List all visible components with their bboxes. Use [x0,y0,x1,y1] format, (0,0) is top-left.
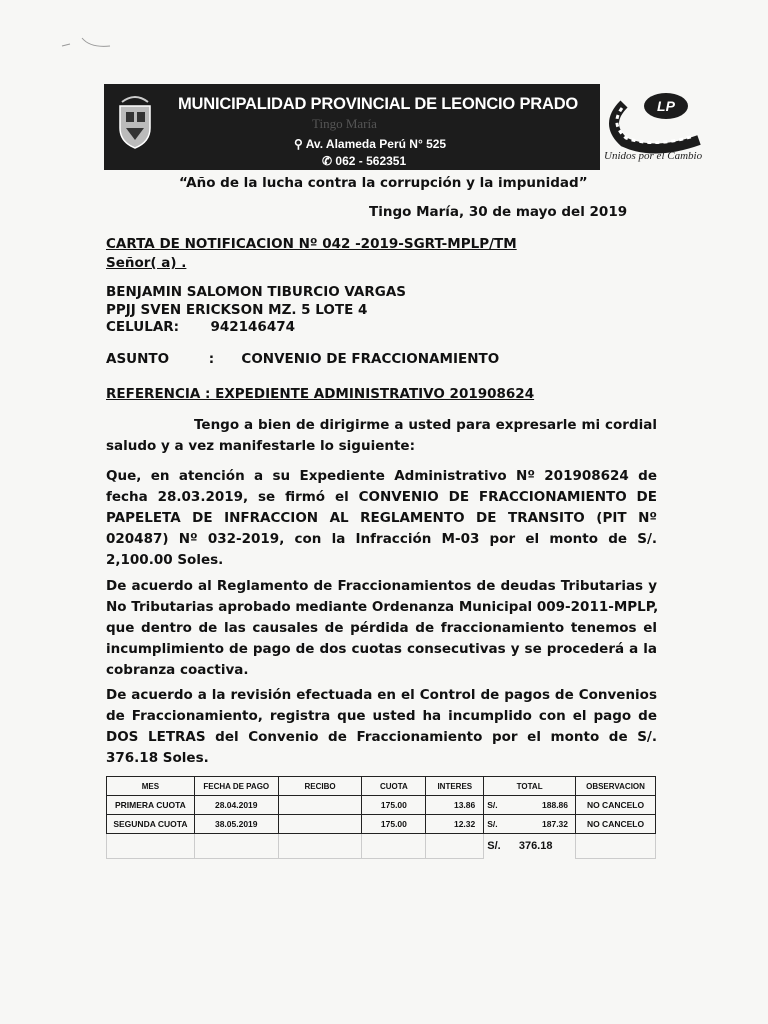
paragraph-line: incumplimiento de pago de dos cuotas consecutivas y se procederá a la [106,641,657,657]
paragraph-revision [106,685,657,769]
cell-currency: S/. [487,800,498,810]
header-interes: INTERES [426,777,484,796]
header-cuota: CUOTA [362,777,426,796]
paragraph-line: de Fraccionamiento, registra que usted ha incumplido con el pago de [106,708,657,724]
cell-interes: 13.86 [426,796,484,815]
paragraph-line: cobranza coactiva. [106,662,249,678]
logo-text: LP [657,98,675,114]
cell-total [484,796,576,815]
table-row [107,815,656,834]
paragraph-line: No Tributarias aprobado mediante Ordenanza Municipal 009-2011-MPLP, [106,599,659,615]
cell-amount: 188.86 [542,800,569,810]
org-phone: ✆ 062 - 562351 [322,154,407,168]
paragraph-line: De acuerdo a la revisión efectuada en el Control de pagos de Convenios [106,687,657,703]
recipient-address: PPJJ SVEN ERICKSON MZ. 5 LOTE 4 [106,302,368,318]
cell-total [484,815,576,834]
sum-amount: 376.18 [518,840,553,853]
place-date: Tingo María, 30 de mayo del 2019 [369,204,628,220]
cell-amount: 187.32 [542,819,569,829]
recipient-phone [106,319,295,335]
paragraph-greeting [106,415,657,457]
paragraph-line: De acuerdo al Reglamento de Fraccionamientos de deudas Tributarias y [106,578,657,594]
municipal-seal-icon [112,92,158,150]
cell-interes: 12.32 [426,815,484,834]
phone-label: CELULAR: [106,319,180,335]
sum-total-cell [484,834,576,859]
cell-mes: SEGUNDA CUOTA [107,815,195,834]
cell-cuota: 175.00 [362,796,426,815]
subject-label: ASUNTO [106,351,170,367]
phone-icon: ✆ [322,154,333,168]
slogan: Unidos por el Cambio [604,150,703,162]
salutation: Señor( a) . [106,255,187,271]
cell-observacion: NO CANCELO [576,796,656,815]
paragraph-line: 376.18 Soles. [106,750,209,766]
reference-line: REFERENCIA : EXPEDIENTE ADMINISTRATIVO 201908624 [106,386,535,402]
paragraph-line: 2,100.00 Soles. [106,552,224,568]
table-sum-row [107,834,656,859]
cell-fecha: 28.04.2019 [194,796,278,815]
location-pin-icon: ⚲ [294,137,303,151]
phone-value: 942146474 [210,319,296,335]
paragraph-line: 020487) Nº 032-2019, con la Infracción M-03 por el monto de S/. [106,531,657,547]
header-mes: MES [107,777,195,796]
header-fecha: FECHA DE PAGO [194,777,278,796]
sum-currency: S/. [487,840,501,853]
cell-recibo [278,796,362,815]
cell-recibo [278,815,362,834]
year-motto: “Año de la lucha contra la corrupción y la impunidad” [179,175,588,191]
scan-mark [60,34,120,52]
paragraph-reglamento [106,576,657,681]
paragraph-line: DOS LETRAS del Convenio de Fraccionamiento por el monto de S/. [106,729,657,745]
paragraph-line: Tengo a bien de dirigirme a usted para expresarle mi cordial [194,417,657,433]
paragraph-line: Que, en atención a su Expediente Administrativo Nº 201908624 de [106,468,657,484]
subject-value: CONVENIO DE FRACCIONAMIENTO [241,351,500,367]
cell-fecha: 38.05.2019 [194,815,278,834]
header-total: TOTAL [484,777,576,796]
payment-table [106,776,656,859]
paragraph-line: fecha 28.03.2019, se firmó el CONVENIO DE FRACCIONAMIENTO DE [106,489,657,505]
header-recibo: RECIBO [278,777,362,796]
org-address: ⚲ Av. Alameda Perú N° 525 [294,137,447,151]
header-observacion: OBSERVACION [576,777,656,796]
notification-title: CARTA DE NOTIFICACION Nº 042 -2019-SGRT-MPLP/TM [106,236,517,252]
table-row [107,796,656,815]
subject-line [106,351,499,367]
subject-separator: : [208,351,215,367]
banner-watermark-text: Tingo María [312,116,377,131]
org-name: MUNICIPALIDAD PROVINCIAL DE LEONCIO PRADO [178,95,579,113]
cell-observacion: NO CANCELO [576,815,656,834]
paragraph-line: que dentro de las causales de pérdida de fraccionamiento tenemos el [106,620,657,636]
table-header-row [107,777,656,796]
paragraph-line: PAPELETA DE INFRACCION AL REGLAMENTO DE TRANSITO (PIT Nº [106,510,657,526]
paragraph-expediente [106,466,657,571]
paragraph-line: saludo y a vez manifestarle lo siguiente: [106,438,415,454]
cell-cuota: 175.00 [362,815,426,834]
cell-mes: PRIMERA CUOTA [107,796,195,815]
recipient-name: BENJAMIN SALOMON TIBURCIO VARGAS [106,284,407,300]
cell-currency: S/. [487,819,498,829]
